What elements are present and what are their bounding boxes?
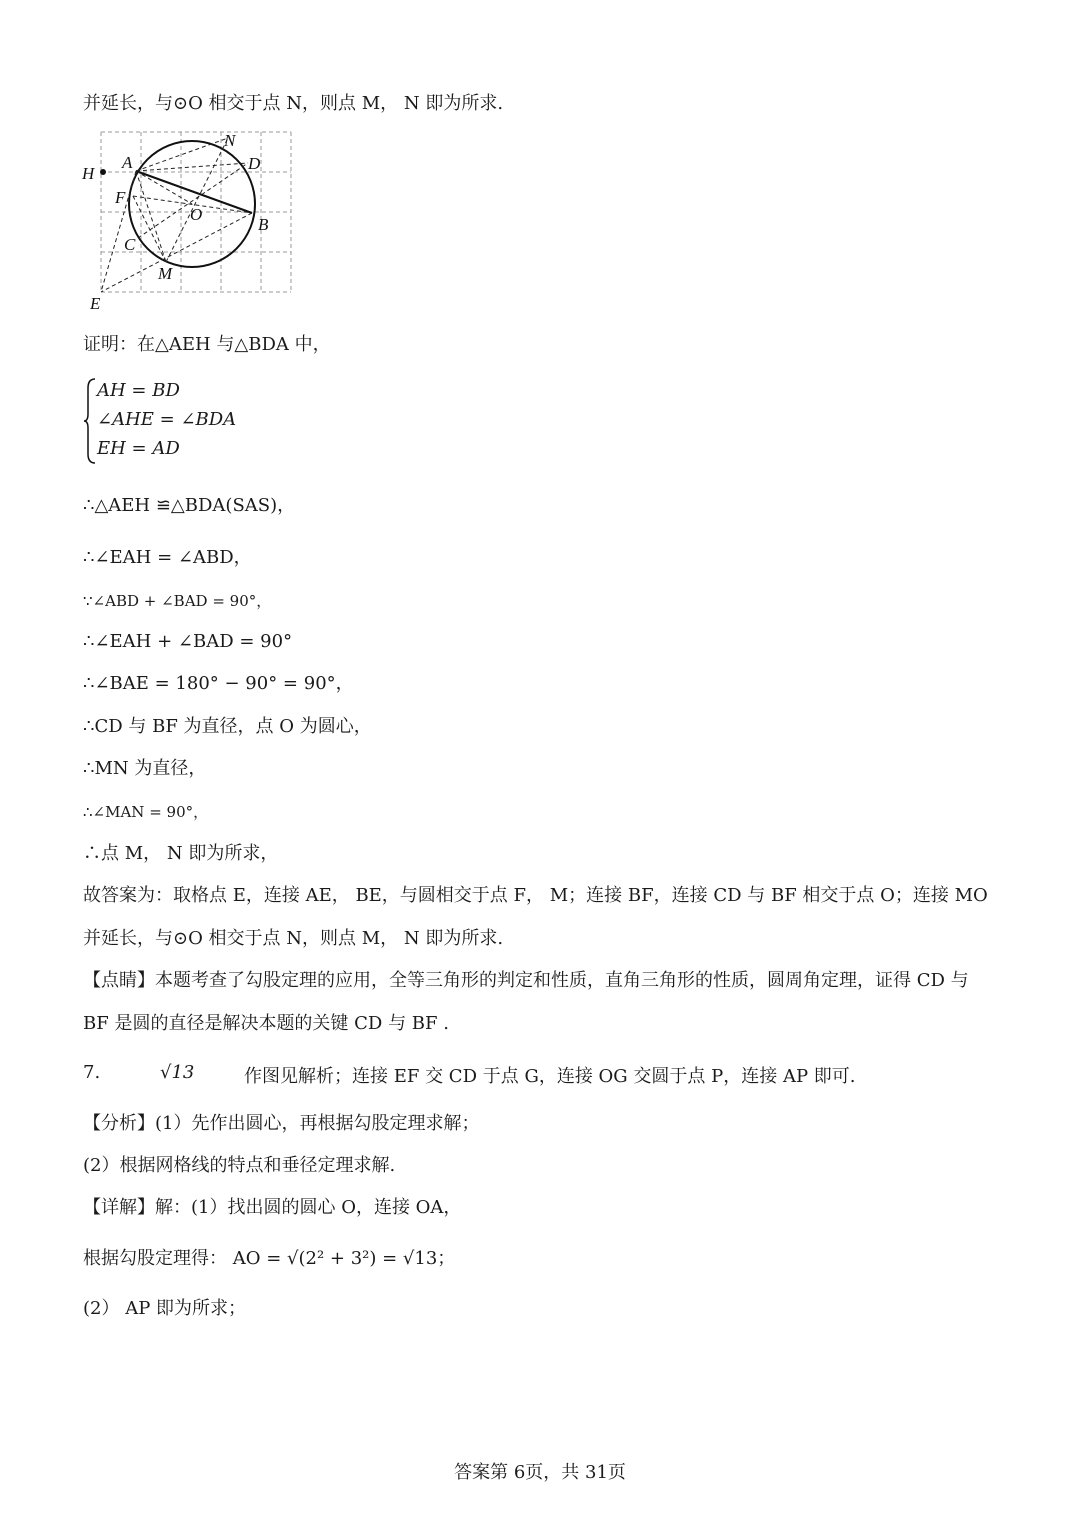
geometry-figure bbox=[78, 126, 308, 321]
label-M: M bbox=[158, 264, 173, 283]
step-1: ∴∠EAH = ∠ABD， bbox=[83, 547, 252, 568]
step-3: ∴∠EAH + ∠BAD = 90° bbox=[83, 631, 293, 652]
label-D: D bbox=[248, 154, 261, 173]
step-6: ∴MN 为直径， bbox=[83, 758, 207, 779]
label-N: N bbox=[224, 131, 236, 150]
system-line-3: EH = AD bbox=[97, 438, 180, 459]
label-F: F bbox=[115, 188, 126, 207]
step-2: ∵∠ABD + ∠BAD = 90°， bbox=[83, 592, 272, 610]
analysis-line-2: (2）根据网格线的特点和垂径定理求解. bbox=[83, 1155, 396, 1176]
dianjing-line-2: BF 是圆的直径是解决本题的关键 CD 与 BF . bbox=[83, 1013, 449, 1034]
dianjing-line-1: 【点睛】本题考查了勾股定理的应用，全等三角形的判定和性质，直角三角形的性质，圆周角定理，证得 CD 与 bbox=[83, 970, 969, 991]
continuation-line: 并延长，与⊙O 相交于点 N，则点 M， N 即为所求. bbox=[83, 93, 504, 114]
system-brace bbox=[83, 378, 97, 464]
answer-line-1: 故答案为：取格点 E，连接 AE， BE，与圆相交于点 F， M；连接 BF，连接 CD 与 BF 相交于点 O；连接 MO bbox=[83, 885, 988, 906]
label-A: A bbox=[122, 153, 133, 172]
proof-intro: 证明：在△AEH 与△BDA 中， bbox=[83, 334, 331, 355]
label-H: H bbox=[82, 164, 95, 183]
pythagoras-line: 根据勾股定理得： AO = √(2² + 3²) = √13； bbox=[83, 1248, 456, 1269]
page-footer: 答案第 6页，共 31页 bbox=[454, 1462, 626, 1483]
system-line-1: AH = BD bbox=[97, 380, 180, 401]
label-E: E bbox=[90, 294, 101, 313]
part-2-line: (2） AP 即为所求； bbox=[83, 1298, 247, 1319]
step-5: ∴CD 与 BF 为直径，点 O 为圆心， bbox=[83, 716, 372, 737]
answer-line-2: 并延长，与⊙O 相交于点 N，则点 M， N 即为所求. bbox=[83, 928, 504, 949]
label-C: C bbox=[124, 235, 136, 254]
step-4: ∴∠BAE = 180° − 90° = 90°， bbox=[83, 673, 354, 694]
congruence-line: ∴△AEH ≌△BDA(SAS)， bbox=[83, 495, 296, 516]
label-O: O bbox=[190, 205, 203, 224]
label-B: B bbox=[258, 215, 269, 234]
question-7-answer: √13 bbox=[160, 1062, 195, 1083]
question-7-number: 7. bbox=[83, 1062, 101, 1083]
analysis-line: 【分析】(1）先作出圆心，再根据勾股定理求解； bbox=[83, 1113, 480, 1134]
step-8: ∴点 M， N 即为所求， bbox=[83, 843, 279, 864]
step-7: ∴∠MAN = 90°， bbox=[83, 803, 209, 821]
point-H bbox=[100, 169, 106, 175]
system-line-2: ∠AHE = ∠BDA bbox=[97, 409, 237, 430]
question-7-text: 作图见解析；连接 EF 交 CD 于点 G，连接 OG 交圆于点 P，连接 AP 即可. bbox=[244, 1066, 856, 1087]
detail-line: 【详解】解：(1）找出圆的圆心 O，连接 OA， bbox=[83, 1197, 462, 1218]
